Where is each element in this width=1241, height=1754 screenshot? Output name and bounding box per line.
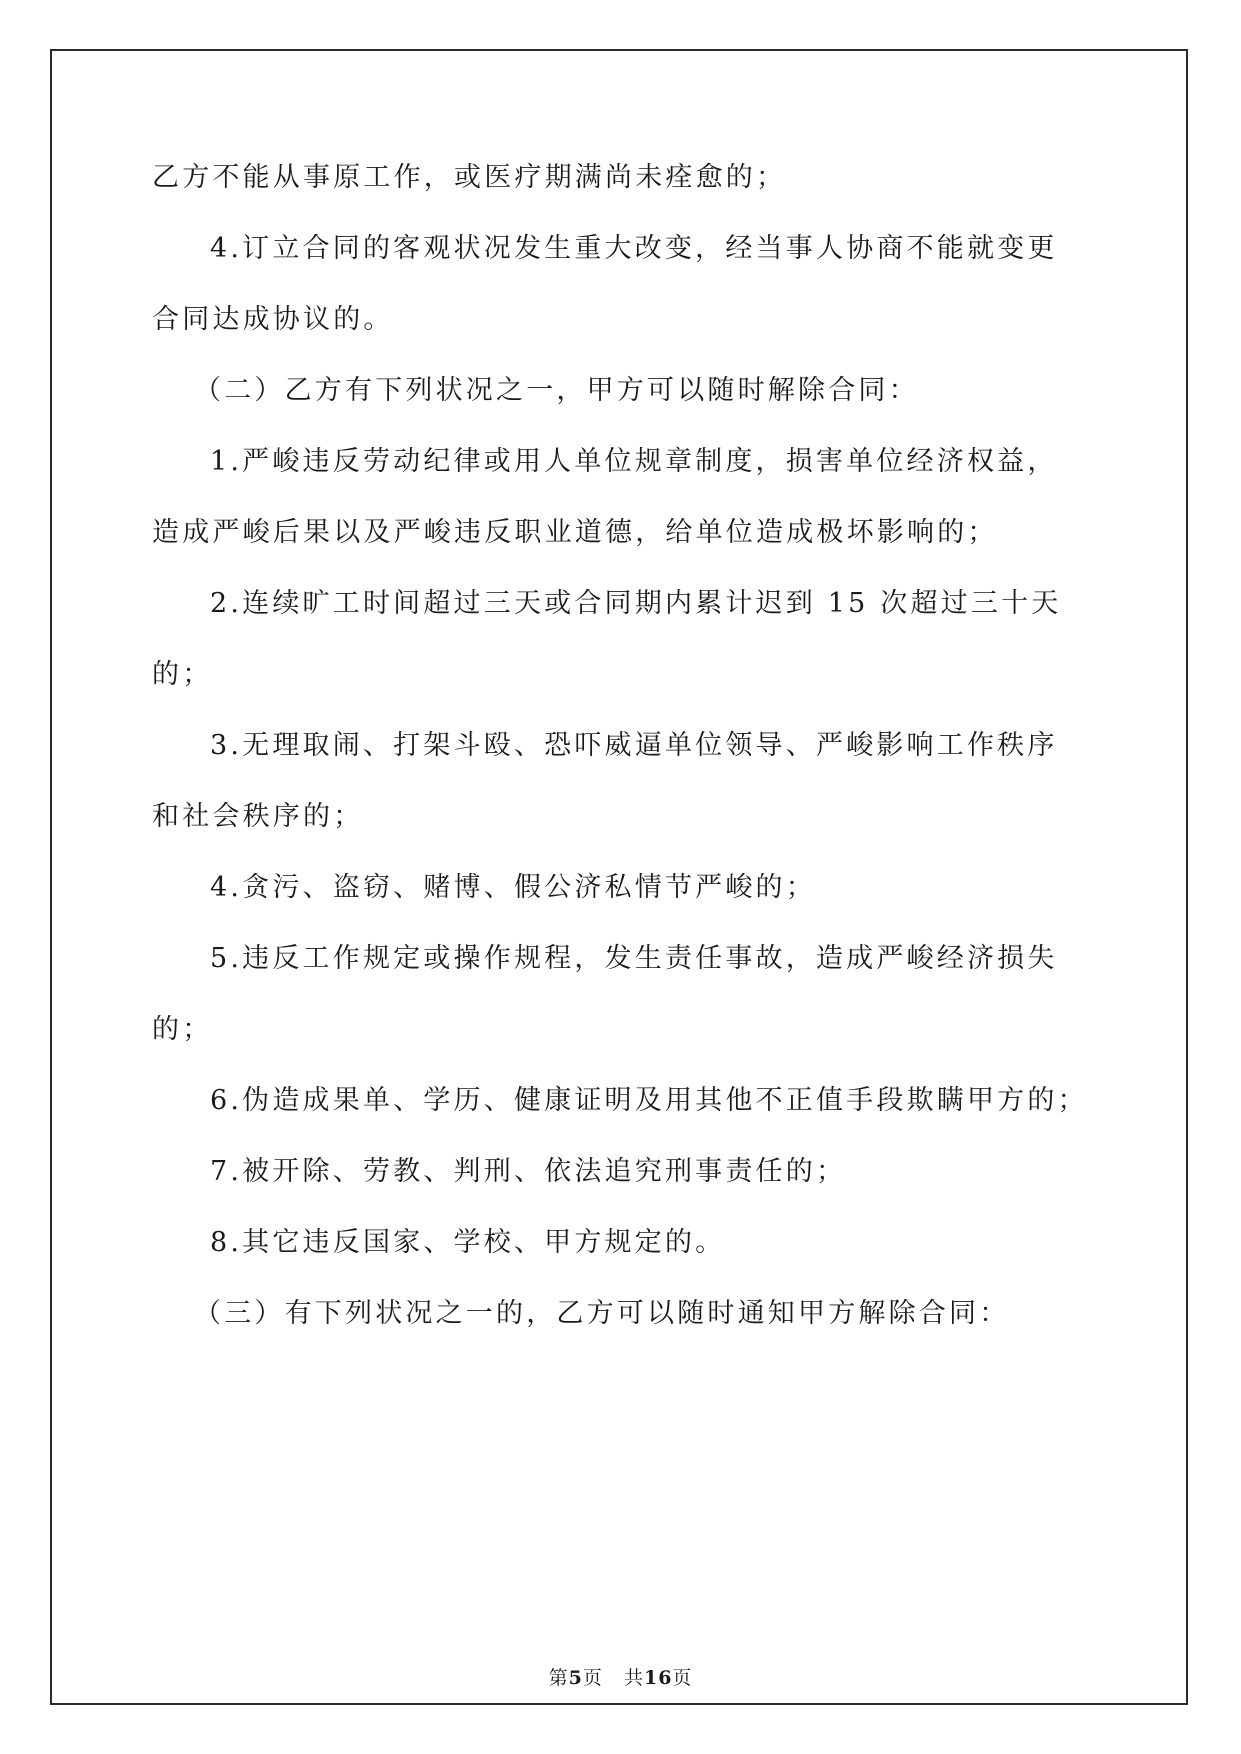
text-line: 4.贪污、盗窃、赌博、假公济私情节严峻的； [210, 872, 816, 903]
text-line: 乙方不能从事原工作，或医疗期满尚未痊愈的； [152, 162, 787, 193]
text-line: 的； [152, 1014, 213, 1045]
text-line: 合同达成协议的。 [152, 304, 394, 335]
text-line: （三）有下列状况之一的，乙方可以随时通知甲方解除合同： [194, 1298, 1010, 1329]
text-line: 6.伪造成果单、学历、健康证明及用其他不正值手段欺瞒甲方的； [210, 1085, 1088, 1116]
text-line: 1.严峻违反劳动纪律或用人单位规章制度，损害单位经济权益， [210, 446, 1058, 477]
total-pages-number: 16 [643, 1667, 673, 1689]
text-line: 2.连续旷工时间超过三天或合同期内累计迟到 15 次超过三十天 [210, 588, 1062, 619]
footer-total-prefix: 共 [623, 1667, 644, 1689]
text-line: 和社会秩序的； [152, 801, 364, 832]
text-line: 造成严峻后果以及严峻违反职业道德，给单位造成极坏影响的； [152, 517, 998, 548]
footer-page-word: 页 [582, 1667, 603, 1689]
text-line: 的； [152, 659, 213, 690]
current-page-number: 5 [568, 1667, 583, 1689]
footer-total-suffix: 页 [672, 1667, 693, 1689]
text-line: 3.无理取闹、打架斗殴、恐吓威逼单位领导、严峻影响工作秩序 [210, 730, 1058, 761]
text-line: 7.被开除、劳教、判刑、依法追究刑事责任的； [210, 1156, 847, 1187]
text-line: 5.违反工作规定或操作规程，发生责任事故，造成严峻经济损失 [210, 943, 1058, 974]
footer-prefix: 第 [548, 1667, 569, 1689]
text-line: 4.订立合同的客观状况发生重大改变，经当事人协商不能就变更 [210, 233, 1058, 264]
text-line: （二）乙方有下列状况之一，甲方可以随时解除合同： [194, 375, 919, 406]
page-footer [0, 1663, 1241, 1690]
text-line: 8.其它违反国家、学校、甲方规定的。 [210, 1227, 726, 1258]
